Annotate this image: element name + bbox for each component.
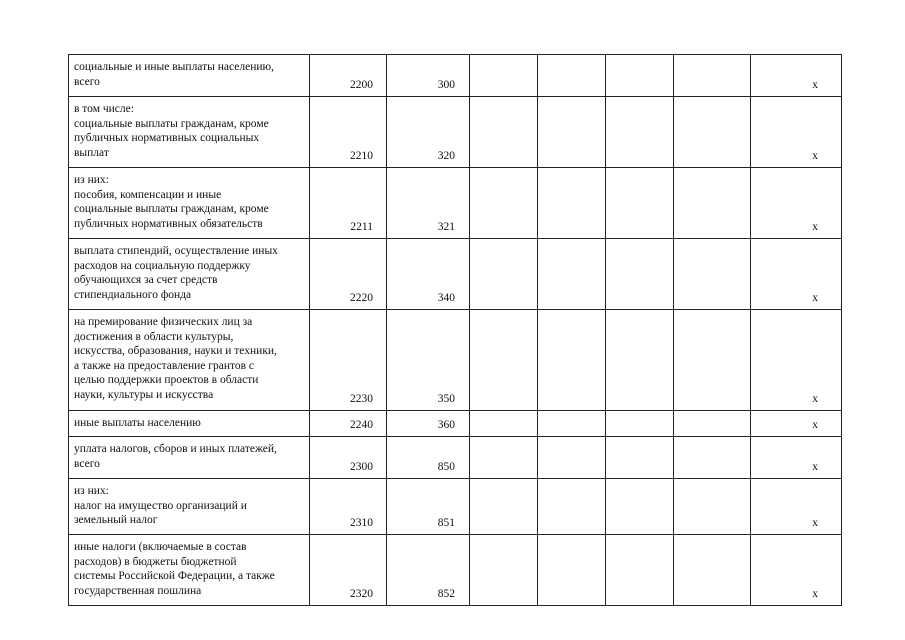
report-sheet: [68, 54, 842, 606]
description-line: земельный налог: [74, 514, 158, 526]
amount-cell: [606, 55, 674, 97]
row-code-cell: 2300: [310, 437, 387, 479]
description-line: налог на имущество организаций и: [74, 499, 247, 512]
description-line: публичных нормативных социальных: [74, 132, 260, 144]
description-line: достижения в области культуры,: [74, 330, 234, 343]
description-line: выплата стипендий, осуществление иных: [74, 245, 278, 257]
amount-cell: [674, 55, 751, 97]
table-row: [69, 479, 842, 535]
amount-cell: [606, 411, 674, 437]
classification-code-cell: 850: [387, 437, 470, 479]
row-description: [69, 239, 310, 310]
classification-code-cell: 851: [387, 479, 470, 535]
description-line: целью поддержки проектов в области: [74, 374, 259, 386]
not-applicable-mark: х: [751, 411, 842, 437]
not-applicable-mark: х: [751, 168, 842, 239]
amount-cell: [606, 535, 674, 606]
table-row: [69, 535, 842, 606]
classification-code-cell: 320: [387, 97, 470, 168]
amount-cell: [538, 55, 606, 97]
amount-cell: [674, 239, 751, 310]
description-line: уплата налогов, сборов и иных платежей,: [74, 443, 277, 455]
table-row: [69, 239, 842, 310]
description-line: на премирование физических лиц за: [74, 316, 253, 328]
classification-code-cell: 321: [387, 168, 470, 239]
table-row: [69, 55, 842, 97]
amount-cell: [470, 310, 538, 411]
row-description: [69, 168, 310, 239]
row-code-cell: 2240: [310, 411, 387, 437]
amount-cell: [606, 310, 674, 411]
amount-cell: [674, 168, 751, 239]
table-row: [69, 310, 842, 411]
amount-cell: [538, 97, 606, 168]
description-line: социальные выплаты гражданам, кроме: [74, 203, 269, 215]
row-code-cell: 2230: [310, 310, 387, 411]
description-line: расходов) в бюджеты бюджетной: [74, 555, 237, 568]
amount-cell: [606, 168, 674, 239]
amount-cell: [538, 310, 606, 411]
not-applicable-mark: х: [751, 310, 842, 411]
row-code-cell: 2200: [310, 55, 387, 97]
amount-cell: [538, 535, 606, 606]
amount-cell: [606, 437, 674, 479]
description-line: публичных нормативных обязательств: [74, 217, 263, 230]
description-line: социальные и иные выплаты населению,: [74, 61, 274, 73]
amount-cell: [674, 411, 751, 437]
amount-cell: [538, 168, 606, 239]
description-line: обучающихся за счет средств: [74, 274, 218, 286]
description-line: из них:: [74, 485, 109, 497]
amount-cell: [538, 239, 606, 310]
amount-cell: [470, 168, 538, 239]
description-line: пособия, компенсации и иные: [74, 188, 222, 201]
row-description: [69, 479, 310, 535]
amount-cell: [606, 97, 674, 168]
description-line: стипендиального фонда: [74, 288, 192, 301]
row-code-cell: 2320: [310, 535, 387, 606]
not-applicable-mark: х: [751, 97, 842, 168]
amount-cell: [674, 437, 751, 479]
expenditure-table: [68, 54, 842, 606]
not-applicable-mark: х: [751, 55, 842, 97]
table-row: [69, 437, 842, 479]
row-code-cell: 2211: [310, 168, 387, 239]
table-row: [69, 411, 842, 437]
classification-code-cell: 360: [387, 411, 470, 437]
amount-cell: [470, 479, 538, 535]
row-description: [69, 437, 310, 479]
description-line: иные налоги (включаемые в состав: [74, 541, 247, 553]
description-line: расходов на социальную поддержку: [74, 259, 251, 272]
row-description: [69, 535, 310, 606]
amount-cell: [470, 97, 538, 168]
classification-code-cell: 852: [387, 535, 470, 606]
description-line: системы Российской Федерации, а также: [74, 570, 275, 582]
amount-cell: [606, 239, 674, 310]
amount-cell: [538, 437, 606, 479]
table-row: [69, 97, 842, 168]
not-applicable-mark: х: [751, 535, 842, 606]
row-code-cell: 2210: [310, 97, 387, 168]
row-description: [69, 55, 310, 97]
description-line: иные выплаты населению: [74, 417, 201, 429]
row-description: [69, 411, 310, 437]
amount-cell: [470, 239, 538, 310]
description-line: из них:: [74, 174, 109, 186]
amount-cell: [674, 535, 751, 606]
amount-cell: [470, 55, 538, 97]
not-applicable-mark: х: [751, 479, 842, 535]
amount-cell: [470, 437, 538, 479]
table-row: [69, 168, 842, 239]
table-body: [69, 55, 842, 606]
description-line: искусства, образования, науки и техники,: [74, 345, 277, 357]
amount-cell: [470, 535, 538, 606]
row-code-cell: 2220: [310, 239, 387, 310]
description-line: государственная пошлина: [74, 584, 202, 597]
classification-code-cell: 300: [387, 55, 470, 97]
amount-cell: [606, 479, 674, 535]
description-line: а также на предоставление грантов с: [74, 359, 255, 372]
not-applicable-mark: х: [751, 239, 842, 310]
description-line: в том числе:: [74, 103, 134, 115]
description-line: всего: [74, 457, 100, 470]
amount-cell: [674, 479, 751, 535]
row-description: [69, 97, 310, 168]
description-line: науки, культуры и искусства: [74, 388, 214, 401]
classification-code-cell: 350: [387, 310, 470, 411]
description-line: выплат: [74, 146, 109, 159]
not-applicable-mark: х: [751, 437, 842, 479]
amount-cell: [470, 411, 538, 437]
amount-cell: [674, 97, 751, 168]
classification-code-cell: 340: [387, 239, 470, 310]
row-code-cell: 2310: [310, 479, 387, 535]
row-description: [69, 310, 310, 411]
amount-cell: [538, 411, 606, 437]
amount-cell: [538, 479, 606, 535]
description-line: социальные выплаты гражданам, кроме: [74, 117, 269, 130]
amount-cell: [674, 310, 751, 411]
description-line: всего: [74, 75, 100, 88]
